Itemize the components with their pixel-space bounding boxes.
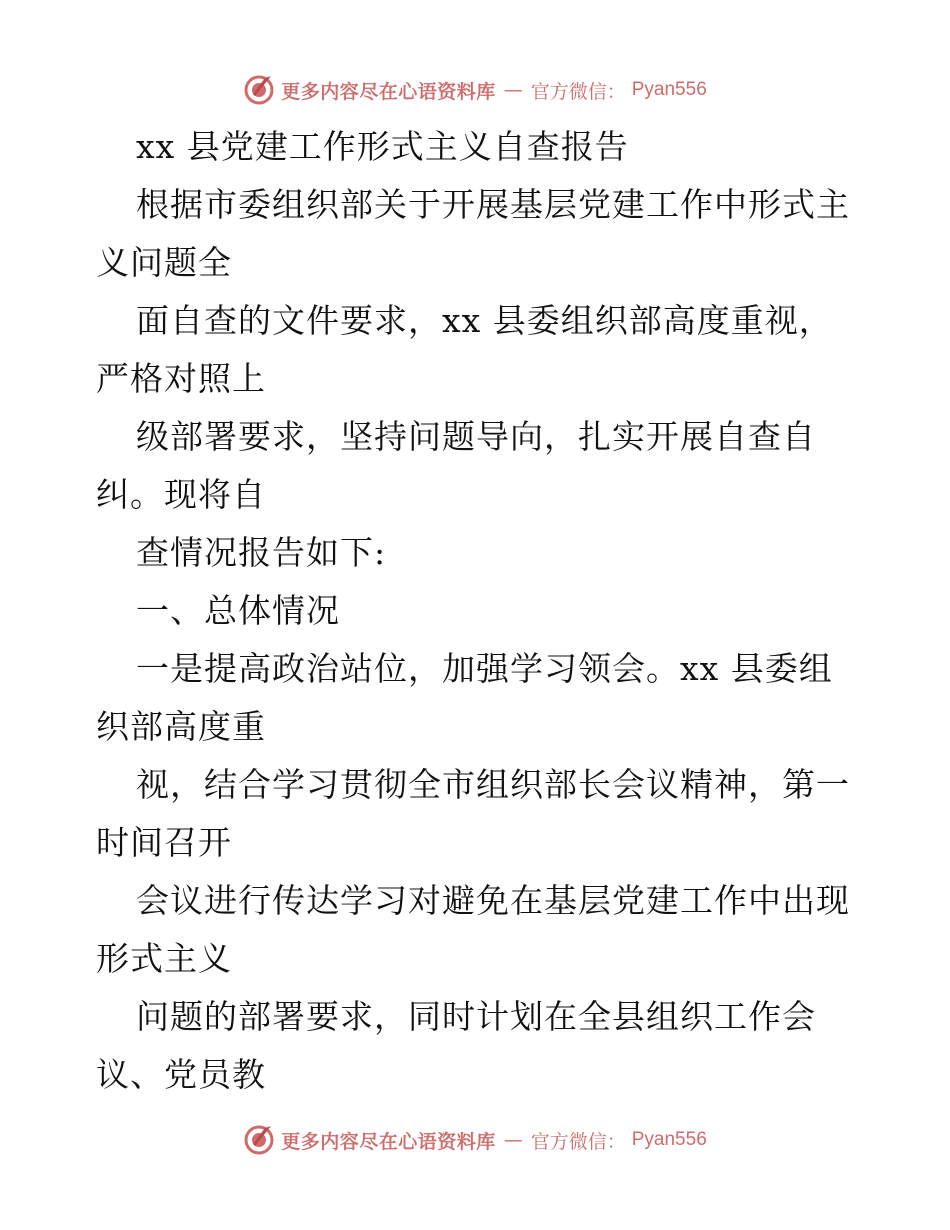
document-line: 织部高度重 <box>96 707 266 746</box>
document-line: 查情况报告如下: <box>136 533 387 572</box>
document-line: xx 县党建工作形式主义自查报告 <box>136 127 629 166</box>
document-line: 视，结合学习贯彻全市组织部长会议精神，第一 <box>136 765 850 804</box>
document-line: 面自查的文件要求，xx 县委组织部高度重视， <box>136 301 833 340</box>
document-line: 一是提高政治站位，加强学习领会。xx 县委组 <box>136 649 833 688</box>
banner-dash: — <box>503 1129 523 1151</box>
document-line: 问题的部署要求，同时计划在全县组织工作会 <box>136 997 816 1036</box>
banner-wechat-id: Pyan556 <box>631 1129 707 1150</box>
document-line: 形式主义 <box>96 939 232 978</box>
document-line: 时间召开 <box>96 823 232 862</box>
banner-text: 更多内容尽在心语资料库 <box>281 80 496 103</box>
banner-wechat-id: Pyan556 <box>631 79 707 100</box>
banner-wechat-label: 官方微信： <box>530 1130 626 1153</box>
document-body <box>96 118 876 1104</box>
document-line: 一、总体情况 <box>136 591 340 630</box>
document-line: 会议进行传达学习对避免在基层党建工作中出现 <box>136 881 850 920</box>
document-line: 根据市委组织部关于开展基层党建工作中形式主 <box>136 185 850 224</box>
document-line: 议、党员教 <box>96 1055 266 1094</box>
document-line: 义问题全 <box>96 243 232 282</box>
header-banner <box>0 70 950 110</box>
banner-wechat-label: 官方微信： <box>530 80 626 103</box>
banner-text: 更多内容尽在心语资料库 <box>281 1130 496 1153</box>
document-line: 严格对照上 <box>96 359 266 398</box>
document-line: 级部署要求，坚持问题导向，扎实开展自查自 <box>136 417 816 456</box>
quill-seal-icon <box>243 74 275 106</box>
quill-seal-icon <box>243 1124 275 1156</box>
banner-dash: — <box>503 79 523 101</box>
document-line: 纠。现将自 <box>96 475 266 514</box>
footer-banner <box>0 1120 950 1160</box>
